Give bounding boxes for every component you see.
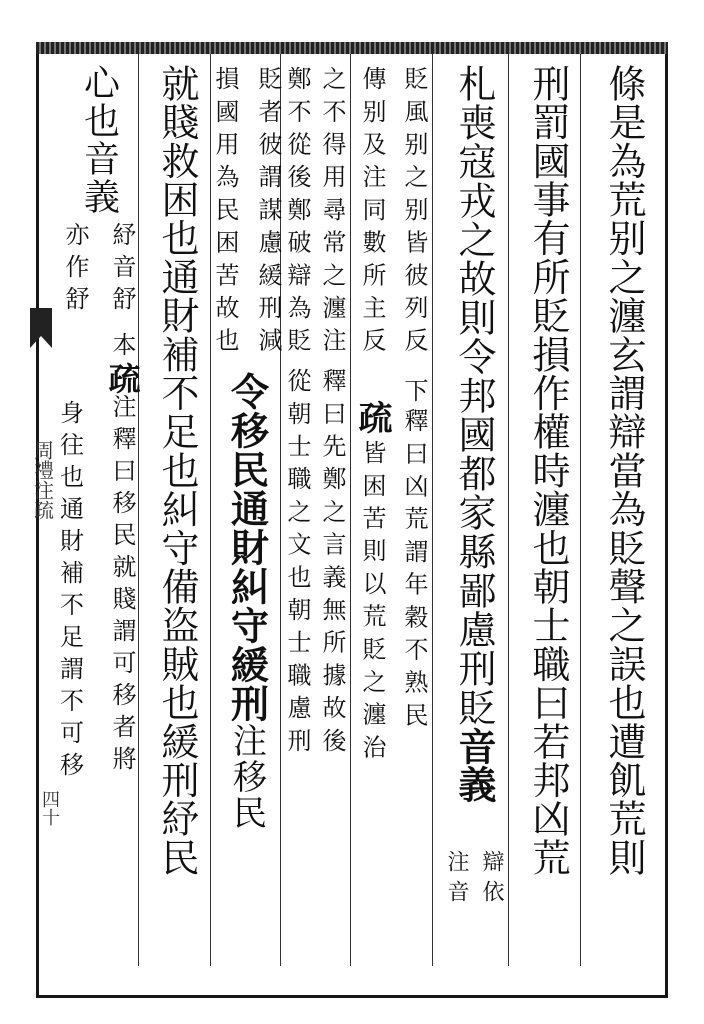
column-rule xyxy=(432,54,433,966)
note-text: 釋曰先鄭之言義無所據故後 xyxy=(318,368,346,761)
note-text: 貶風别之别皆彼列反 xyxy=(400,66,428,361)
text-column-4 xyxy=(352,66,432,966)
note-text: 紓音舒 xyxy=(108,222,136,318)
subcolumn-right xyxy=(105,222,140,356)
note-text: 辯依 xyxy=(479,850,504,910)
note-text: 注音 xyxy=(444,850,469,910)
subcolumn-right xyxy=(397,66,432,966)
note-pair xyxy=(53,362,146,784)
column-rule xyxy=(580,54,581,966)
annotation-3 xyxy=(444,850,504,960)
column-rule xyxy=(508,54,509,966)
yinyi-marker: 音義 xyxy=(452,727,497,803)
subcolumn-right xyxy=(100,362,146,784)
main-text: 令移民通財糾守緩刑 xyxy=(224,372,270,724)
note-pair xyxy=(208,66,286,360)
main-text: 心也音義 xyxy=(78,64,120,216)
note-text: 注移民 xyxy=(226,723,267,832)
shu-marker: 疏 xyxy=(352,400,392,435)
column-text: 刑罰國事有所貶損作權時瀍也朝士職曰若邦凶荒 xyxy=(526,64,570,877)
subcolumn-left xyxy=(348,66,397,966)
text-column-3 xyxy=(440,64,508,964)
note-text: 傳别及注同數所主反 xyxy=(358,66,386,361)
note-text: 皆困苦則以荒貶之瀍治 xyxy=(358,440,386,768)
note-text: 損國用為民困苦故也 xyxy=(211,66,239,361)
book-title xyxy=(30,440,54,520)
note-text: 注釋曰移民就賤謂可移者將 xyxy=(108,394,136,778)
note-text: 亦作舒 xyxy=(61,222,89,318)
column-text: 條是為荒别之瀍玄謂辯當為貶聲之誤也遭飢荒則 xyxy=(602,64,646,877)
text-column-8 xyxy=(55,64,142,964)
note-text: 從朝士職之文也朝士職慮刑 xyxy=(283,368,311,761)
text-column-1 xyxy=(590,64,658,964)
book-title-text: 周禮注疏 xyxy=(30,440,55,520)
note-text: 貶者彼謂謀慮緩刑減 xyxy=(254,66,282,361)
note-pair xyxy=(58,222,140,356)
shu-marker: 疏 xyxy=(103,362,142,394)
note-text: 之不得用尋常之瀍注 xyxy=(318,66,346,361)
text-column-5 xyxy=(283,66,350,966)
note-text: 本 xyxy=(108,332,136,356)
note-text: 身往也通財補不足謂不可移 xyxy=(55,400,84,784)
text-column-7 xyxy=(144,64,210,964)
column-text: 就賤救困也通財補不足也糾守備盗賊也緩刑紓民 xyxy=(155,64,199,877)
text-column-6 xyxy=(211,66,282,966)
note-text: 鄭不從後鄭破辯為貶 xyxy=(283,66,311,361)
column-text: 札喪寇戎之故則令邦國都家縣鄙慮刑貶 xyxy=(452,64,496,727)
subcolumn-right xyxy=(315,66,350,966)
folio-number xyxy=(36,790,62,831)
note-text: 釋曰凶荒謂年穀不熟民 xyxy=(400,408,428,736)
note-text: 下 xyxy=(400,378,428,403)
text-column-2 xyxy=(516,64,580,964)
folio-text: 四十 xyxy=(39,790,60,826)
top-border-band xyxy=(36,42,668,54)
